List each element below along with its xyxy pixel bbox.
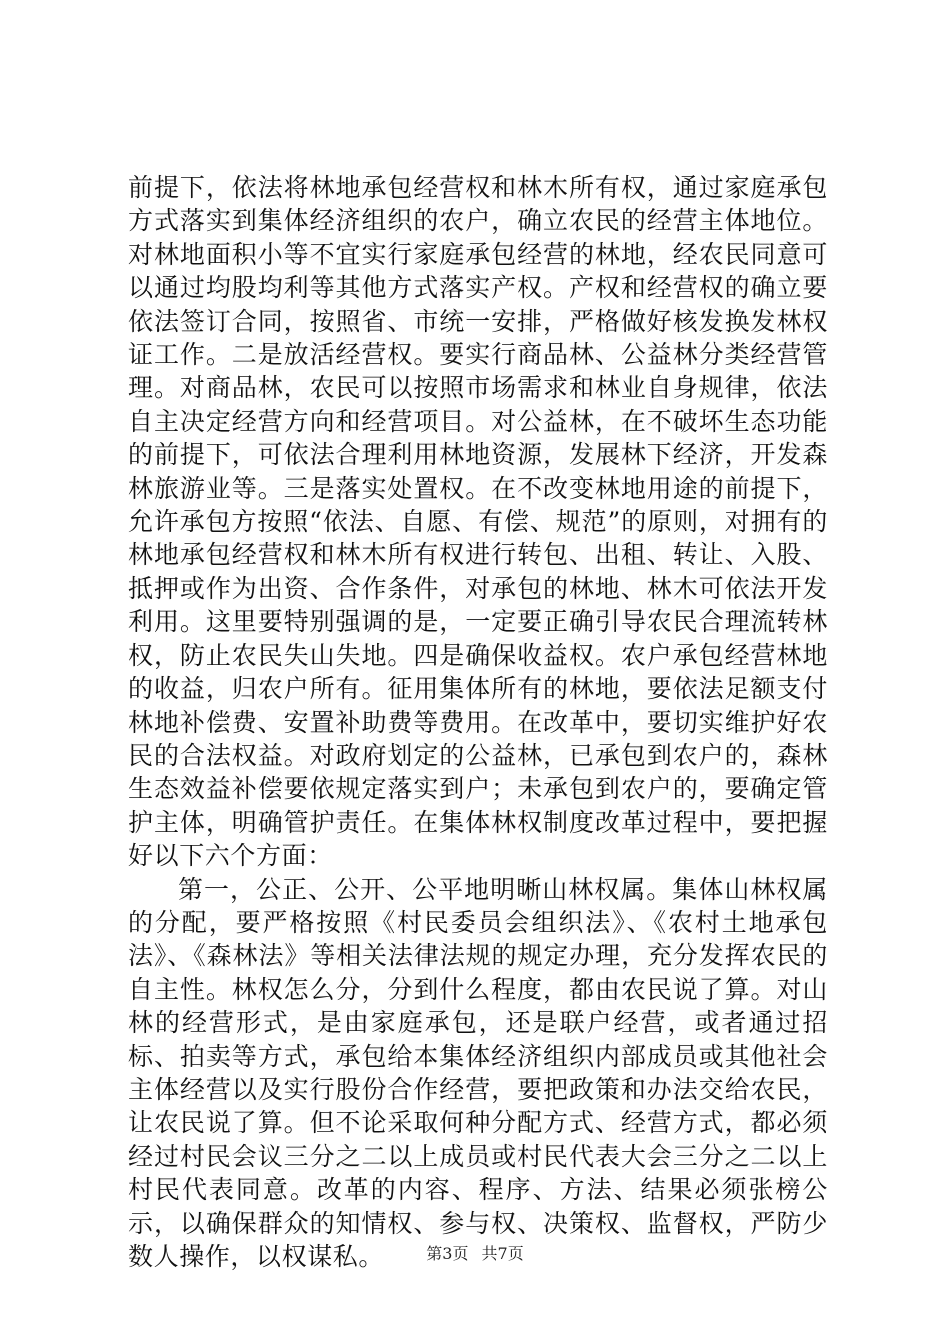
paragraph-first-point: 第一，公正、公开、公平地明晰山林权属。集体山林权属的分配，要严格按照《村民委员会组织法》、《农村土地承包法》、《森林法》等相关法律法规的规定办理，充分发挥农民的自主性。林权怎么分，分到什么程度，都由农民说了算。对山林的经营形式，是由家庭承包，还是联户经营，或者通过招标、拍卖等方式，承包给本集体经济组织内部成员或其他社会主体经营以及实行股份合作经营，要把政策和办法交给农民，让农民说了算。但不论采取何种分配方式、经营方式，都必须经过村民会议三分之二以上成员或村民代表大会三分之二以上村民代表同意。改革的内容、程序、方法、结果必须张榜公示，以确保群众的知情权、参与权、决策权、监督权，严防少数人操作，以权谋私。 bbox=[128, 874, 828, 1271]
body-text bbox=[128, 171, 828, 1273]
page-total: 共7页 bbox=[481, 1244, 524, 1263]
paragraph-continued: 前提下，依法将林地承包经营权和林木所有权，通过家庭承包方式落实到集体经济组织的农户，确立农民的经营主体地位。对林地面积小等不宜实行家庭承包经营的林地，经农民同意可以通过均股均利等其他方式落实产权。产权和经营权的确立要依法签订合同，按照省、市统一安排，严格做好核发换发林权证工作。二是放活经营权。要实行商品林、公益林分类经营管理。对商品林，农民可以按照市场需求和林业自身规律，依法自主决定经营方向和经营项目。对公益林，在不破坏生态功能的前提下，可依法合理利用林地资源，发展林下经济，开发森林旅游业等。三是落实处置权。在不改变林地用途的前提下，允许承包方按照“依法、自愿、有偿、规范”的原则，对拥有的林地承包经营权和林木所有权进行转包、出租、转让、入股、抵押或作为出资、合作条件，对承包的林地、林木可依法开发利用。这里要特别强调的是，一定要正确引导农民合理流转林权，防止农民失山失地。四是确保收益权。农户承包经营林地的收益，归农户所有。征用集体所有的林地，要依法足额支付林地补偿费、安置补助费等费用。在改革中，要切实维护好农民的合法权益。对政府划定的公益林，已承包到农户的，森林生态效益补偿要依规定落实到户；未承包到农户的，要确定管护主体，明确管护责任。在集体林权制度改革过程中，要把握好以下六个方面： bbox=[128, 173, 828, 871]
page-number: 第3页 bbox=[426, 1244, 469, 1263]
page-footer bbox=[0, 1244, 950, 1264]
